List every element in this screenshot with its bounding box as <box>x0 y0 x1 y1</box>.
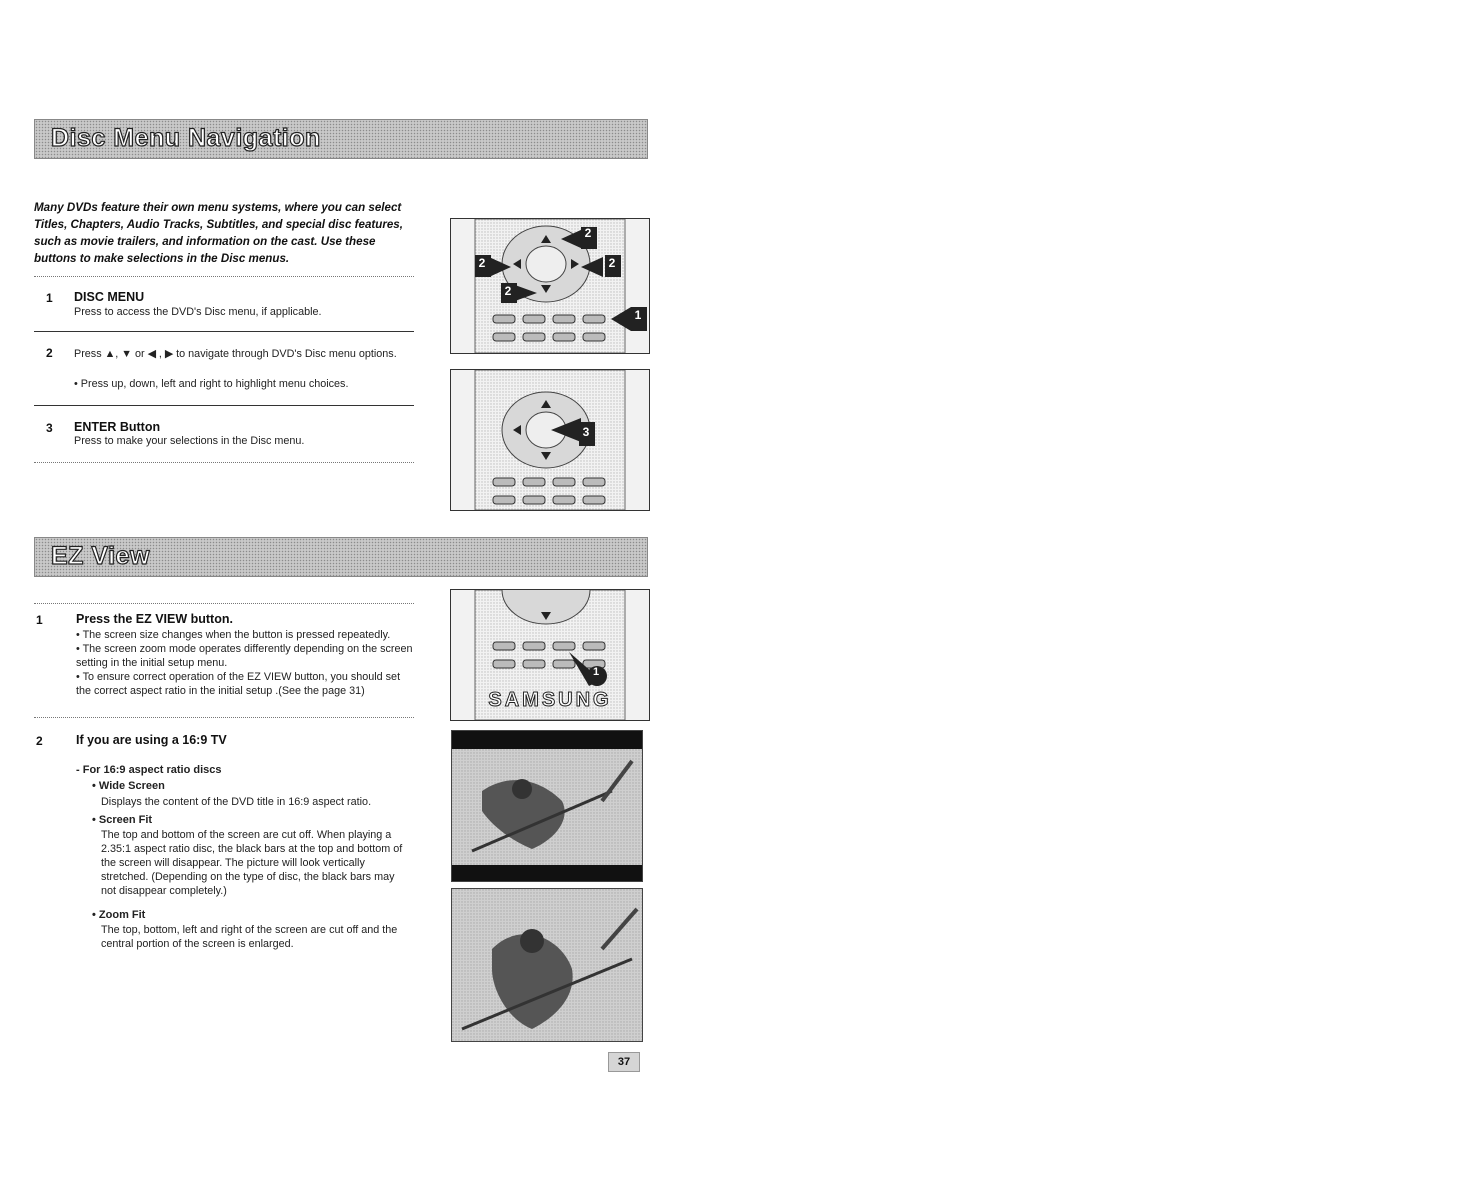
divider <box>34 331 414 332</box>
step-text: Press to make your selections in the Disc menu. <box>74 435 305 447</box>
step-text: Press to access the DVD's Disc menu, if applicable. <box>74 306 322 318</box>
skier-photo-screen-fit <box>451 888 643 1042</box>
remote-illustration <box>450 218 650 354</box>
divider <box>34 405 414 406</box>
brand-logo: SAMSUNG <box>488 689 612 711</box>
callout-badge: 2 <box>478 256 486 270</box>
callout-badge: 3 <box>582 425 590 439</box>
divider <box>34 603 414 604</box>
callout-badge: 2 <box>608 256 616 270</box>
remote-illustration <box>450 369 650 511</box>
bullet-item: • To ensure correct operation of the EZ VIEW button, you should set the correct aspect ratio in the initial setup .(See the page 31) <box>76 671 401 697</box>
step-number: 1 <box>46 291 53 305</box>
divider <box>34 276 414 277</box>
bullet-item: • The screen zoom mode operates differently depending on the screen setting in the initial setup menu. <box>76 643 413 669</box>
callout-badge: 1 <box>634 308 642 322</box>
step-number: 2 <box>46 346 53 360</box>
item-name: • Screen Fit <box>92 814 153 826</box>
skier-photo-wide-screen <box>451 730 643 882</box>
callout-badge: 2 <box>584 226 592 240</box>
subheading: - For 16:9 aspect ratio discs <box>76 764 222 776</box>
bullet-list <box>76 628 416 698</box>
item-text: The top and bottom of the screen are cut off. When playing a 2.35:1 aspect ratio disc, the black bars at the top and bottom of the screen will disappear. The picture will look vertically stretched. (Depending on the type of disc, the black bars may not disappear completely.) <box>101 829 403 897</box>
step-number: 1 <box>36 613 43 627</box>
item-text: The top, bottom, left and right of the screen are cut off and the central portion of the screen is enlarged. <box>101 924 398 950</box>
step-text: Press ▲, ▼ or ◀ , ▶ to navigate through DVD's Disc menu options. <box>74 348 397 360</box>
step-heading: Press the EZ VIEW button. <box>76 612 233 626</box>
item-text: Displays the content of the DVD title in 16:9 aspect ratio. <box>101 796 372 808</box>
divider <box>34 462 414 463</box>
item-name: • Zoom Fit <box>92 909 146 921</box>
section-title: EZ View <box>51 542 150 570</box>
callout-badge: 1 <box>592 666 600 678</box>
page-number: 37 <box>608 1052 640 1072</box>
step-heading: ENTER Button <box>74 420 161 434</box>
step-heading: If you are using a 16:9 TV <box>76 733 227 747</box>
intro-text: Many DVDs feature their own menu systems, where you can select Titles, Chapters, Audio Tracks, Subtitles, and special disc features, such as movie trailers, and information on the cast. Use these buttons to make selections in the Disc menus. <box>34 201 403 265</box>
callout-badge: 2 <box>504 284 512 298</box>
step-number: 2 <box>36 734 43 748</box>
section-banner-disc-menu <box>34 119 648 159</box>
step-heading: DISC MENU <box>74 290 145 304</box>
section-banner-ez-view <box>34 537 648 577</box>
bullet-item: • The screen size changes when the button is pressed repeatedly. <box>76 629 391 641</box>
step-bullet: • Press up, down, left and right to highlight menu choices. <box>74 378 349 390</box>
step-number: 3 <box>46 421 53 435</box>
divider <box>34 717 414 718</box>
section-title: Disc Menu Navigation <box>51 124 321 152</box>
item-name: • Wide Screen <box>92 780 165 792</box>
